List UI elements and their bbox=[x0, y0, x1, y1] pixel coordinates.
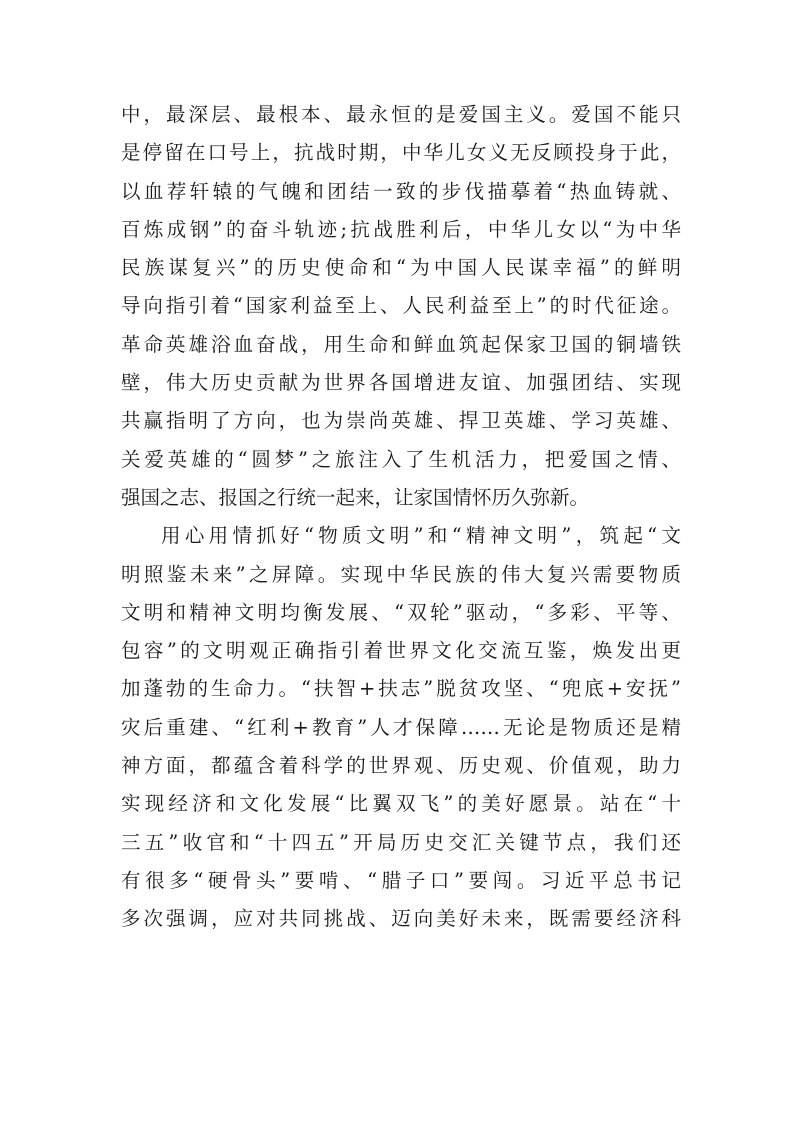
text-line: 民族谋复兴”的历史使命和“为中国人民谋幸福”的鲜明 bbox=[121, 256, 681, 280]
text-line: 用心用情抓好“物质文明”和“精神文明”，筑起“文 bbox=[161, 524, 681, 548]
text-line: 神方面，都蕴含着科学的世界观、历史观、价值观，助力 bbox=[121, 754, 681, 778]
body-text bbox=[121, 96, 681, 939]
text-line: 共赢指明了方向，也为崇尚英雄、捍卫英雄、学习英雄、 bbox=[121, 409, 681, 433]
text-line: 三五”收官和“十四五”开局历史交汇关键节点，我们还 bbox=[121, 830, 681, 854]
text-line: 灾后重建、“红利+教育”人才保障……无论是物质还是精 bbox=[121, 715, 681, 739]
text-line: 多次强调，应对共同挑战、迈向美好未来，既需要经济科 bbox=[121, 907, 681, 931]
text-line: 导向指引着“国家利益至上、人民利益至上”的时代征途。 bbox=[121, 294, 681, 318]
text-line: 实现经济和文化发展“比翼双飞”的美好愿景。站在“十 bbox=[121, 792, 681, 816]
text-line: 壁，伟大历史贡献为世界各国增进友谊、加强团结、实现 bbox=[121, 371, 681, 395]
text-line: 中，最深层、最根本、最永恒的是爱国主义。爱国不能只 bbox=[121, 103, 681, 126]
text-line: 百炼成钢”的奋斗轨迹;抗战胜利后，中华儿女以“为中华 bbox=[121, 217, 681, 241]
text-line: 加蓬勃的生命力。“扶智+扶志”脱贫攻坚、“兜底+安抚” bbox=[121, 677, 681, 701]
text-line: 有很多“硬骨头”要啃、“腊子口”要闯。习近平总书记 bbox=[121, 868, 681, 892]
text-line: 以血荐轩辕的气魄和团结一致的步伐描摹着“热血铸就、 bbox=[121, 179, 681, 203]
text-line: 文明和精神文明均衡发展、“双轮”驱动，“多彩、平等、 bbox=[121, 600, 681, 624]
text-line: 关爱英雄的“圆梦”之旅注入了生机活力，把爱国之情、 bbox=[121, 447, 681, 471]
paragraph-civilization bbox=[121, 517, 681, 938]
text-line: 包容”的文明观正确指引着世界文化交流互鉴，焕发出更 bbox=[121, 639, 681, 663]
text-line: 明照鉴未来”之屏障。实现中华民族的伟大复兴需要物质 bbox=[121, 562, 681, 586]
paragraph-patriotism bbox=[121, 96, 681, 517]
text-line: 强国之志、报国之行统一起来，让家国情怀历久弥新。 bbox=[121, 485, 590, 509]
text-line: 革命英雄浴血奋战，用生命和鲜血筑起保家卫国的铜墙铁 bbox=[121, 332, 681, 356]
text-line: 是停留在口号上，抗战时期，中华儿女义无反顾投身于此， bbox=[121, 141, 681, 165]
